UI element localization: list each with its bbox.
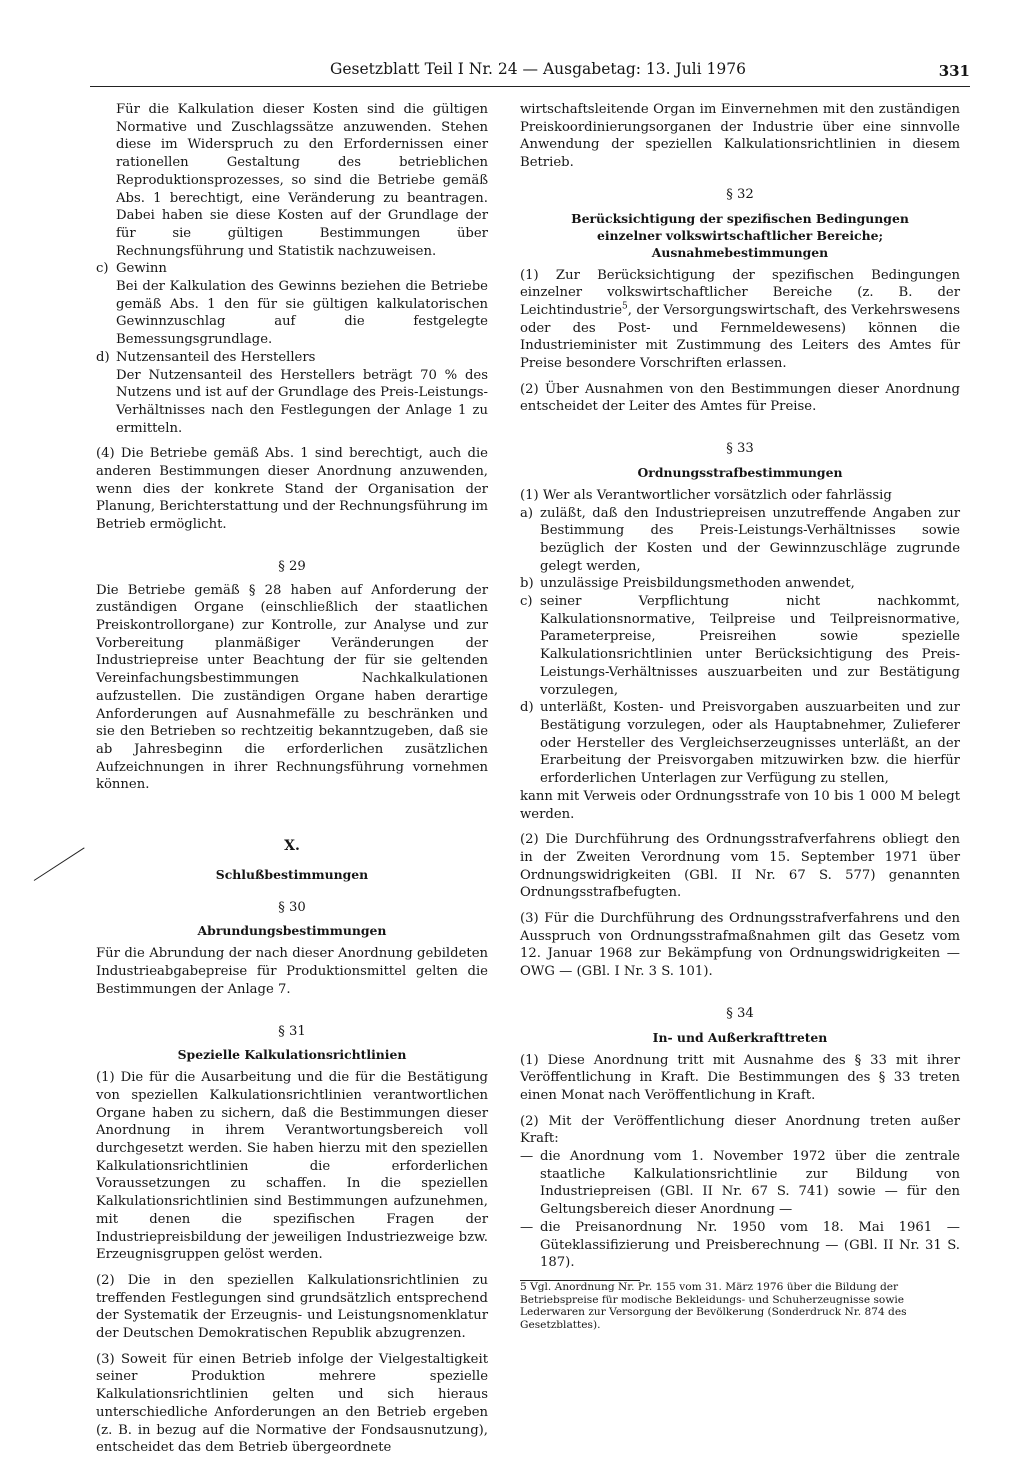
dash-marker: —: [520, 1219, 534, 1235]
section-33-penalty: kann mit Verweis oder Ordnungsstrafe von 10 bis 1 000 M belegt werden.: [520, 788, 960, 822]
paragraph-4: (4) Die Betriebe gemäß Abs. 1 sind berechtigt, auch die anderen Bestimmungen dieser Anordnung anzuwenden, wenn dies der konkrete Stand der Organisation der Planung, Berichterstattung und der Rechnungsführung im Betrieb ermöglicht.: [96, 446, 488, 533]
section-33-paragraph-1: (1) Wer als Verantwortlicher vorsätzlich oder fahrlässig: [520, 487, 892, 503]
section-31-paragraph-1: (1) Die für die Ausarbeitung und die für die Bestätigung von speziellen Kalkulationsrichtlinien verantwortlichen Organe haben zu sichern, daß die Bestimmungen dieser Anordnung in ihrem Verantwortungsbereich voll durchgesetzt werden. Sie haben hierzu mit den speziellen Kalkulationsrichtlinien die erforderlichen Voraussetzungen zu schaffen. In die speziellen Kalkulationsrichtlinien sind Bestimmungen aufzunehmen, mit denen die spezifischen Fragen der Industriepreisbildung der jeweiligen Industriezweige bzw. Erzeugnisgruppen gelöst werden.: [96, 1070, 488, 1263]
section-30-heading: Abrundungsbestimmungen: [197, 923, 387, 939]
page-header: [90, 60, 970, 87]
section-32-paragraph-1-end: , der Versorgungswirtschaft, des Verkehrswesens oder des Post- und Fernmeldewesens) können die Industrieminister mit Zustimmung des Leiters des Amtes für Preise besondere Vorschriften erlassen.: [520, 302, 960, 372]
offense-item-a: [520, 505, 960, 576]
item-title: Nutzensanteil des Herstellers: [116, 349, 316, 365]
repealed-item-1: [520, 1148, 960, 1219]
footnote-reference: 5: [622, 301, 628, 312]
item-label: d): [96, 349, 110, 365]
paragraph-kosten: Für die Kalkulation dieser Kosten sind die gültigen Normative und Zuschlagssätze anzuwenden. Stehen diese im Widerspruch zu den Erfordernissen einer rationellen Gestaltung des betrieblichen Reproduktionsprozesses, so sind die Betriebe gemäß Abs. 1 berechtigt, eine Veränderung zu beantragen. Dabei haben sie diese Kosten auf der Grundlage der für sie gültigen Bestimmungen über Rechnungsführung und Statistik nachzuweisen.: [116, 102, 488, 259]
section-31-paragraph-3: (3) Soweit für einen Betrieb infolge der Vielgestaltigkeit seiner Produktion mehrere spezielle Kalkulationsrichtlinien gelten und sich hieraus unterschiedliche Anforderungen an den Betrieb ergeben (z. B. in bezug auf die Normative der Fondsausnutzung), entscheidet das dem Betrieb übergeordnete: [96, 1351, 488, 1456]
dash-marker: —: [520, 1149, 534, 1165]
section-29-number: § 29: [278, 558, 306, 574]
section-32-heading-2: einzelner volkswirtschaftlicher Bereiche;: [596, 227, 884, 243]
section-31-heading: Spezielle Kalkulationsrichtlinien: [177, 1047, 407, 1063]
chapter-number: X.: [284, 838, 300, 855]
section-29-text: Die Betriebe gemäß § 28 haben auf Anforderung der zuständigen Organe (einschließlich der staatlichen Preiskontrollorgane) zur Kontrolle, zur Analyse und zur Vorbereitung planmäßiger Veränderungen der Industriepreise unter Beachtung der für sie geltenden Vereinfachungsbestimmungen Nachkalkulationen aufzustellen. Die zuständigen Organe haben derartige Anforderungen auf Ausnahmefälle zu beschränken und sie den Betrieben so rechtzeitig bekanntzugeben, daß sie ab Jahresbeginn die erforderlichen zusätzlichen Aufzeichnungen in ihrer Rechnungsführung vornehmen können.: [96, 582, 488, 793]
left-column: [96, 101, 488, 1457]
right-column: [520, 101, 960, 1331]
section-32-paragraph-1-start: (1) Zur Berücksichtigung der spezifischen Bedingungen einzelner volkswirtschaftlicher Bereiche (z. B. der Leichtindustrie: [520, 267, 960, 318]
item-label: a): [520, 505, 534, 521]
margin-pen-mark: [34, 847, 85, 881]
item-c-text: Bei der Kalkulation des Gewinns beziehen die Betriebe gemäß Abs. 1 den für sie gültigen kalkulatorischen Gewinnzuschlag auf die festgelegte Bemessungsgrundlage.: [116, 279, 488, 348]
item-title: Gewinn: [116, 261, 167, 277]
item-text: seiner Verpflichtung nicht nachkommt, Kalkulationsnormative, Teilpreise und Teilpreisnormative, Parameterpreise, Preisreihen sowie spezielle Kalkulationsrichtlinien unter Berücksichtigung des Preis-Leistungs-Verhältnisses auszuarbeiten und zur Bestätigung vorzulegen,: [540, 594, 960, 698]
item-label: c): [520, 594, 533, 610]
item-label: c): [96, 261, 109, 277]
item-text: zuläßt, daß den Industriepreisen unzutreffende Angaben zur Bestimmung des Preis-Leistungs-Verhältnisses sowie bezüglich der Kosten und der Gewinnzuschläge zugrunde gelegt werden,: [540, 505, 960, 574]
item-label: b): [520, 576, 534, 592]
paragraph-continued: wirtschaftsleitende Organ im Einvernehmen mit den zuständigen Preiskoordinierungsorganen der Industrie über eine sinnvolle Anwendung der speziellen Kalkulationsrichtlinien in diesem Betrieb.: [520, 102, 960, 171]
section-33-number: § 33: [726, 441, 754, 457]
item-label: d): [520, 700, 534, 716]
section-33-heading: Ordnungsstrafbestimmungen: [637, 464, 843, 480]
item-text: unzulässige Preisbildungsmethoden anwendet,: [540, 576, 855, 592]
section-32-paragraph-1: [520, 267, 960, 373]
section-30-text: Für die Abrundung der nach dieser Anordnung gebildeten Industrieabgabepreise für Produktionsmittel gelten die Bestimmungen der Anlage 7.: [96, 946, 488, 997]
section-32-heading-3: Ausnahmebestimmungen: [651, 244, 829, 260]
section-33-paragraph-2: (2) Die Durchführung des Ordnungsstrafverfahrens obliegt den in der Zweiten Verordnung vom 15. September 1971 über Ordnungswidrigkeiten (GBl. II Nr. 67 S. 577) genannten Ordnungsstrafbefugten.: [520, 832, 960, 901]
offense-item-b: [520, 575, 960, 593]
page-number: 331: [938, 62, 970, 80]
item-text: unterläßt, Kosten- und Preisvorgaben auszuarbeiten und zur Bestätigung vorzulegen, oder als Hauptabnehmer, Zulieferer oder Hersteller des Vergleichserzeugnisses unterläßt, an der Erarbeitung der Preisvorgaben mitzuwirken bzw. die hierfür erforderlichen Unterlagen zur Verfügung zu stellen,: [540, 700, 960, 787]
section-34-paragraph-2: (2) Mit der Veröffentlichung dieser Anordnung treten außer Kraft:: [520, 1113, 960, 1147]
chapter-title: Schlußbestimmungen: [215, 866, 369, 882]
footnote-5: 5 Vgl. Anordnung Nr. Pr. 155 vom 31. März 1976 über die Bildung der Betriebspreise für modische Bekleidungs- und Schuherzeugnisse sowie Lederwaren zur Versorgung der Bevölkerung (Sonderdruck Nr. 874 des Gesetzblattes).: [520, 1280, 907, 1331]
item-text: die Preisanordnung Nr. 1950 vom 18. Mai 1961 — Güteklassifizierung und Preisberechnung — (GBl. II Nr. 31 S. 187).: [540, 1219, 960, 1271]
item-c-gewinn: [96, 260, 488, 278]
section-34-heading: In- und Außerkrafttreten: [652, 1029, 828, 1045]
section-32-paragraph-2: (2) Über Ausnahmen von den Bestimmungen dieser Anordnung entscheidet der Leiter des Amtes für Preise.: [520, 381, 960, 415]
item-d-text: Der Nutzensanteil des Herstellers beträgt 70 % des Nutzens und ist auf der Grundlage des Preis-Leistungs-Verhältnisses nach den Festlegungen der Anlage 1 zu ermitteln.: [116, 367, 488, 436]
repealed-item-2: [520, 1219, 960, 1272]
section-34-number: § 34: [726, 1005, 754, 1021]
section-34-paragraph-1: (1) Diese Anordnung tritt mit Ausnahme des § 33 mit ihrer Veröffentlichung in Kraft. Die Bestimmungen des § 33 treten einen Monat nach Veröffentlichung in Kraft.: [520, 1052, 960, 1103]
offense-item-c: [520, 593, 960, 699]
section-31-paragraph-2: (2) Die in den speziellen Kalkulationsrichtlinien zu treffenden Festlegungen sind grundsätzlich entsprechend der Systematik der Erzeugnis- und Leistungsnomenklatur der Deutschen Demokratischen Republik abzugrenzen.: [96, 1272, 488, 1342]
section-32-heading-1: Berücksichtigung der spezifischen Bedingungen: [571, 210, 909, 226]
gazette-title: Gesetzblatt Teil I Nr. 24 — Ausgabetag: 13. Juli 1976: [330, 60, 746, 78]
section-30-number: § 30: [278, 899, 306, 915]
section-33-paragraph-3: (3) Für die Durchführung des Ordnungsstrafverfahrens und den Ausspruch von Ordnungsstrafmaßnahmen gilt das Gesetz vom 12. Januar 1968 zur Bekämpfung von Ordnungswidrigkeiten — OWG — (GBl. I Nr. 3 S. 101).: [520, 911, 960, 980]
section-32-number: § 32: [726, 186, 754, 202]
offense-item-d: [520, 699, 960, 788]
item-d-nutzensanteil: [96, 349, 488, 367]
item-text: die Anordnung vom 1. November 1972 über die zentrale staatliche Kalkulationsrichtlinie zur Bildung von Industriepreisen (GBl. II Nr. 67 S. 741) sowie — für den Geltungsbereich dieser Anordnung —: [540, 1149, 960, 1218]
section-31-number: § 31: [278, 1023, 306, 1039]
